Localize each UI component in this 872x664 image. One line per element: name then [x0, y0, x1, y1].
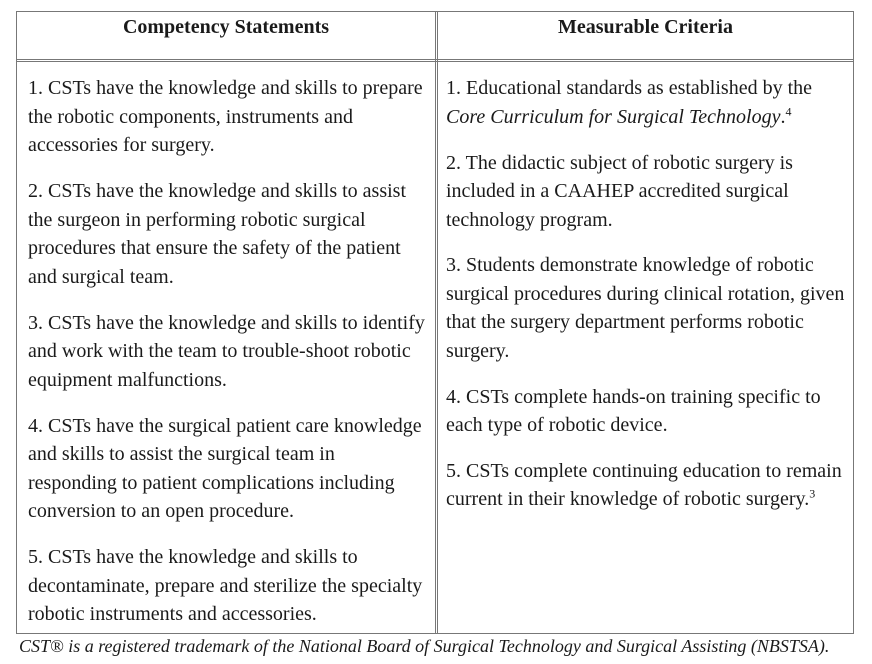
criteria-item-1-text: 1. Educational standards as established by the	[446, 77, 813, 99]
competency-item-1: 1. CSTs have the knowledge and skills to prepare the robotic components, instruments and accessories for surgery.	[28, 77, 423, 156]
column-divider	[435, 12, 438, 633]
criteria-item-1-period: .	[780, 105, 786, 128]
trademark-footnote: CST® is a registered trademark of the National Board of Surgical Technology and Surgical Assisting (NBSTSA).	[19, 636, 830, 656]
competency-header: Competency Statements	[122, 16, 330, 38]
criteria-header: Measurable Criteria	[558, 16, 733, 38]
competency-table	[16, 11, 854, 634]
criteria-item-4: 4. CSTs complete hands-on training specific to each type of robotic device.	[446, 385, 821, 436]
criteria-item-2: 2. The didactic subject of robotic surgery is included in a CAAHEP accredited surgical technology program.	[446, 151, 793, 231]
criteria-item-1	[446, 74, 846, 131]
criteria-item-3: 3. Students demonstrate knowledge of robotic surgical procedures during clinical rotation, given that the surgery department performs robotic surgery.	[446, 254, 845, 362]
competency-item-5: 5. CSTs have the knowledge and skills to decontaminate, prepare and sterilize the specialty robotic instruments and accessories.	[28, 546, 423, 625]
footnote-ref-4: 4	[785, 103, 792, 118]
competency-item-3: 3. CSTs have the knowledge and skills to identify and work with the team to trouble-shoot robotic equipment malfunctions.	[28, 311, 425, 391]
competency-item-2: 2. CSTs have the knowledge and skills to assist the surgeon in performing robotic surgical procedures that ensure the safety of the patient and surgical team.	[28, 180, 407, 288]
criteria-column	[446, 74, 846, 531]
competency-item-4: 4. CSTs have the surgical patient care knowledge and skills to assist the surgical team in responding to patient complications including conversion to an open procedure.	[28, 414, 422, 522]
competency-column	[28, 74, 428, 646]
footnote-ref-3: 3	[809, 486, 816, 501]
core-curriculum-title: Core Curriculum for Surgical Technology	[446, 105, 781, 128]
criteria-item-5	[446, 457, 846, 514]
criteria-item-5-text: 5. CSTs complete continuing education to remain current in their knowledge of robotic surgery.	[446, 459, 842, 510]
